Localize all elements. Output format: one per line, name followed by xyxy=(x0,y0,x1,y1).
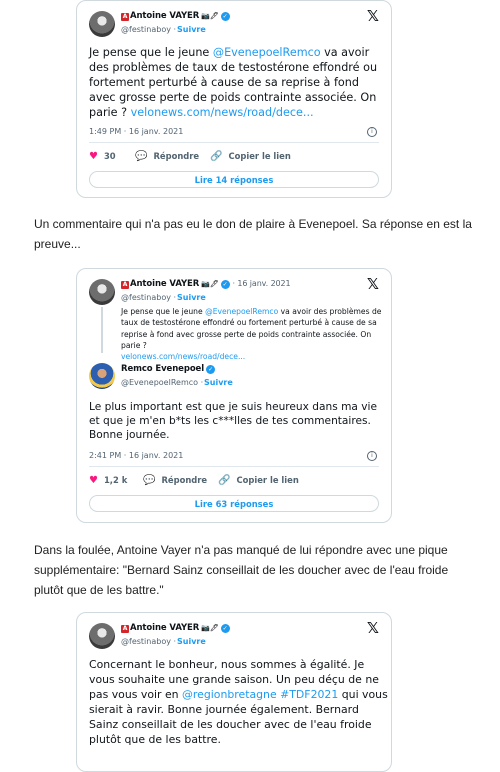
camera-icon: 📷🖊 xyxy=(201,280,219,288)
heart-icon: ♥ xyxy=(89,475,98,486)
follow-button[interactable]: Suivre xyxy=(204,378,233,387)
divider xyxy=(89,466,379,467)
author-handle[interactable]: @festinaboy · xyxy=(121,637,177,646)
info-icon[interactable]: i xyxy=(367,127,377,137)
article-paragraph-1: Un commentaire qui n'a pas eu le don de plaire à Evenepoel. Sa réponse en est la preuve... xyxy=(34,217,472,251)
follow-button[interactable]: Suivre xyxy=(177,637,206,646)
quoted-tweet-text: Je pense que le jeune @EvenepoelRemco va avoir des problèmes de taux de testostérone effondré ou fortement perturbé à cause de sa reprise à fond avec grosse perte de poids contrainte associée. On parie ? velonews.com/news/road/dece... xyxy=(121,307,382,362)
mention-link[interactable]: @EvenepoelRemco xyxy=(212,46,321,59)
mention-link[interactable]: @regionbretagne xyxy=(182,688,277,701)
author-handle[interactable]: @festinaboy · xyxy=(121,25,177,34)
author-name[interactable]: A Antoine VAYER 📷🖊 ✓ · 16 janv. 2021 xyxy=(122,279,291,289)
author-handle[interactable]: @festinaboy · xyxy=(121,293,177,302)
x-logo-icon[interactable]: 𝕏 xyxy=(366,7,379,25)
read-replies-button[interactable]: Lire 63 réponses xyxy=(89,495,379,512)
reply-button[interactable]: 💬 Répondre xyxy=(143,475,208,486)
verified-icon: ✓ xyxy=(206,365,215,374)
timestamp[interactable]: 2:41 PM · 16 janv. 2021 xyxy=(89,451,184,460)
avatar[interactable] xyxy=(89,623,115,649)
mention-link[interactable]: @EvenepoelRemco xyxy=(205,307,279,316)
follow-button[interactable]: Suivre xyxy=(177,25,206,34)
flag-badge-icon: A xyxy=(122,281,128,288)
flag-badge-icon: A xyxy=(122,625,128,632)
reply-button[interactable]: 💬 Répondre xyxy=(135,151,200,162)
tweet-card-1[interactable] xyxy=(76,0,392,198)
reply-icon: 💬 xyxy=(135,151,148,162)
divider xyxy=(89,142,379,143)
tweet-text: Le plus important est que je suis heureux dans ma vie et que je m'en b*ts les c***lles de tes commentaires. Bonne journée. xyxy=(89,401,378,441)
like-button[interactable]: ♥ 30 xyxy=(89,151,116,162)
url-link[interactable]: velonews.com/news/road/dece... xyxy=(121,352,246,362)
tweet-card-2[interactable] xyxy=(76,268,392,523)
camera-icon: 📷🖊 xyxy=(201,12,219,20)
avatar[interactable] xyxy=(89,11,115,37)
thread-line xyxy=(101,307,103,353)
author-name[interactable]: A Antoine VAYER 📷🖊 ✓ xyxy=(121,623,230,633)
flag-badge-icon: A xyxy=(122,13,128,20)
verified-icon: ✓ xyxy=(221,624,230,633)
x-logo-icon[interactable]: 𝕏 xyxy=(366,275,379,293)
verified-icon: ✓ xyxy=(221,12,230,21)
follow-button[interactable]: Suivre xyxy=(177,293,206,302)
url-link[interactable]: velonews.com/news/road/dece... xyxy=(130,106,314,119)
avatar[interactable] xyxy=(89,279,115,305)
read-replies-button[interactable]: Lire 14 réponses xyxy=(89,171,379,188)
link-icon: 🔗 xyxy=(218,475,231,486)
author-name[interactable]: Remco Evenepoel ✓ xyxy=(121,364,215,374)
like-button[interactable]: ♥ 1,2 k xyxy=(89,475,128,486)
author-handle[interactable]: @EvenepoelRemco · xyxy=(121,378,204,387)
avatar[interactable] xyxy=(89,363,115,389)
author-name[interactable]: A Antoine VAYER 📷🖊 ✓ xyxy=(121,11,230,21)
x-logo-icon[interactable]: 𝕏 xyxy=(366,619,379,637)
tweet-card-3[interactable] xyxy=(76,612,392,772)
camera-icon: 📷🖊 xyxy=(201,624,219,632)
article-paragraph-2: Dans la foulée, Antoine Vayer n'a pas manqué de lui répondre avec une pique supplémentaire: "Bernard Sainz conseillait de les doucher avec de l'eau froide plutôt que de les battre." xyxy=(34,543,449,597)
verified-icon: ✓ xyxy=(221,280,230,289)
heart-icon: ♥ xyxy=(89,151,98,162)
link-icon: 🔗 xyxy=(210,151,223,162)
copy-link-button[interactable]: 🔗 Copier le lien xyxy=(210,151,291,162)
copy-link-button[interactable]: 🔗 Copier le lien xyxy=(218,475,299,486)
tweet-text: Concernant le bonheur, nous sommes à égalité. Je vous souhaite une grande saison. Un peu déçu de ne pas vous voir en @regionbretagne #TDF2021 qui vous sierait à ravir. Bonne journée également. Bernard Sainz conseillait de les doucher avec de l'eau froide plutôt que de les battre. xyxy=(89,658,388,746)
tweet-date[interactable]: · 16 janv. 2021 xyxy=(232,279,291,288)
timestamp[interactable]: 1:49 PM · 16 janv. 2021 xyxy=(89,127,184,136)
tweet-text: Je pense que le jeune @EvenepoelRemco va avoir des problèmes de taux de testostérone effondré ou fortement perturbé à cause de sa reprise à fond avec grosse perte de poids contrainte associée. On parie ? velonews.com/news/road/dece... xyxy=(89,46,378,119)
hashtag-link[interactable]: #TDF2021 xyxy=(280,688,339,701)
reply-icon: 💬 xyxy=(143,475,156,486)
info-icon[interactable]: i xyxy=(367,451,377,461)
